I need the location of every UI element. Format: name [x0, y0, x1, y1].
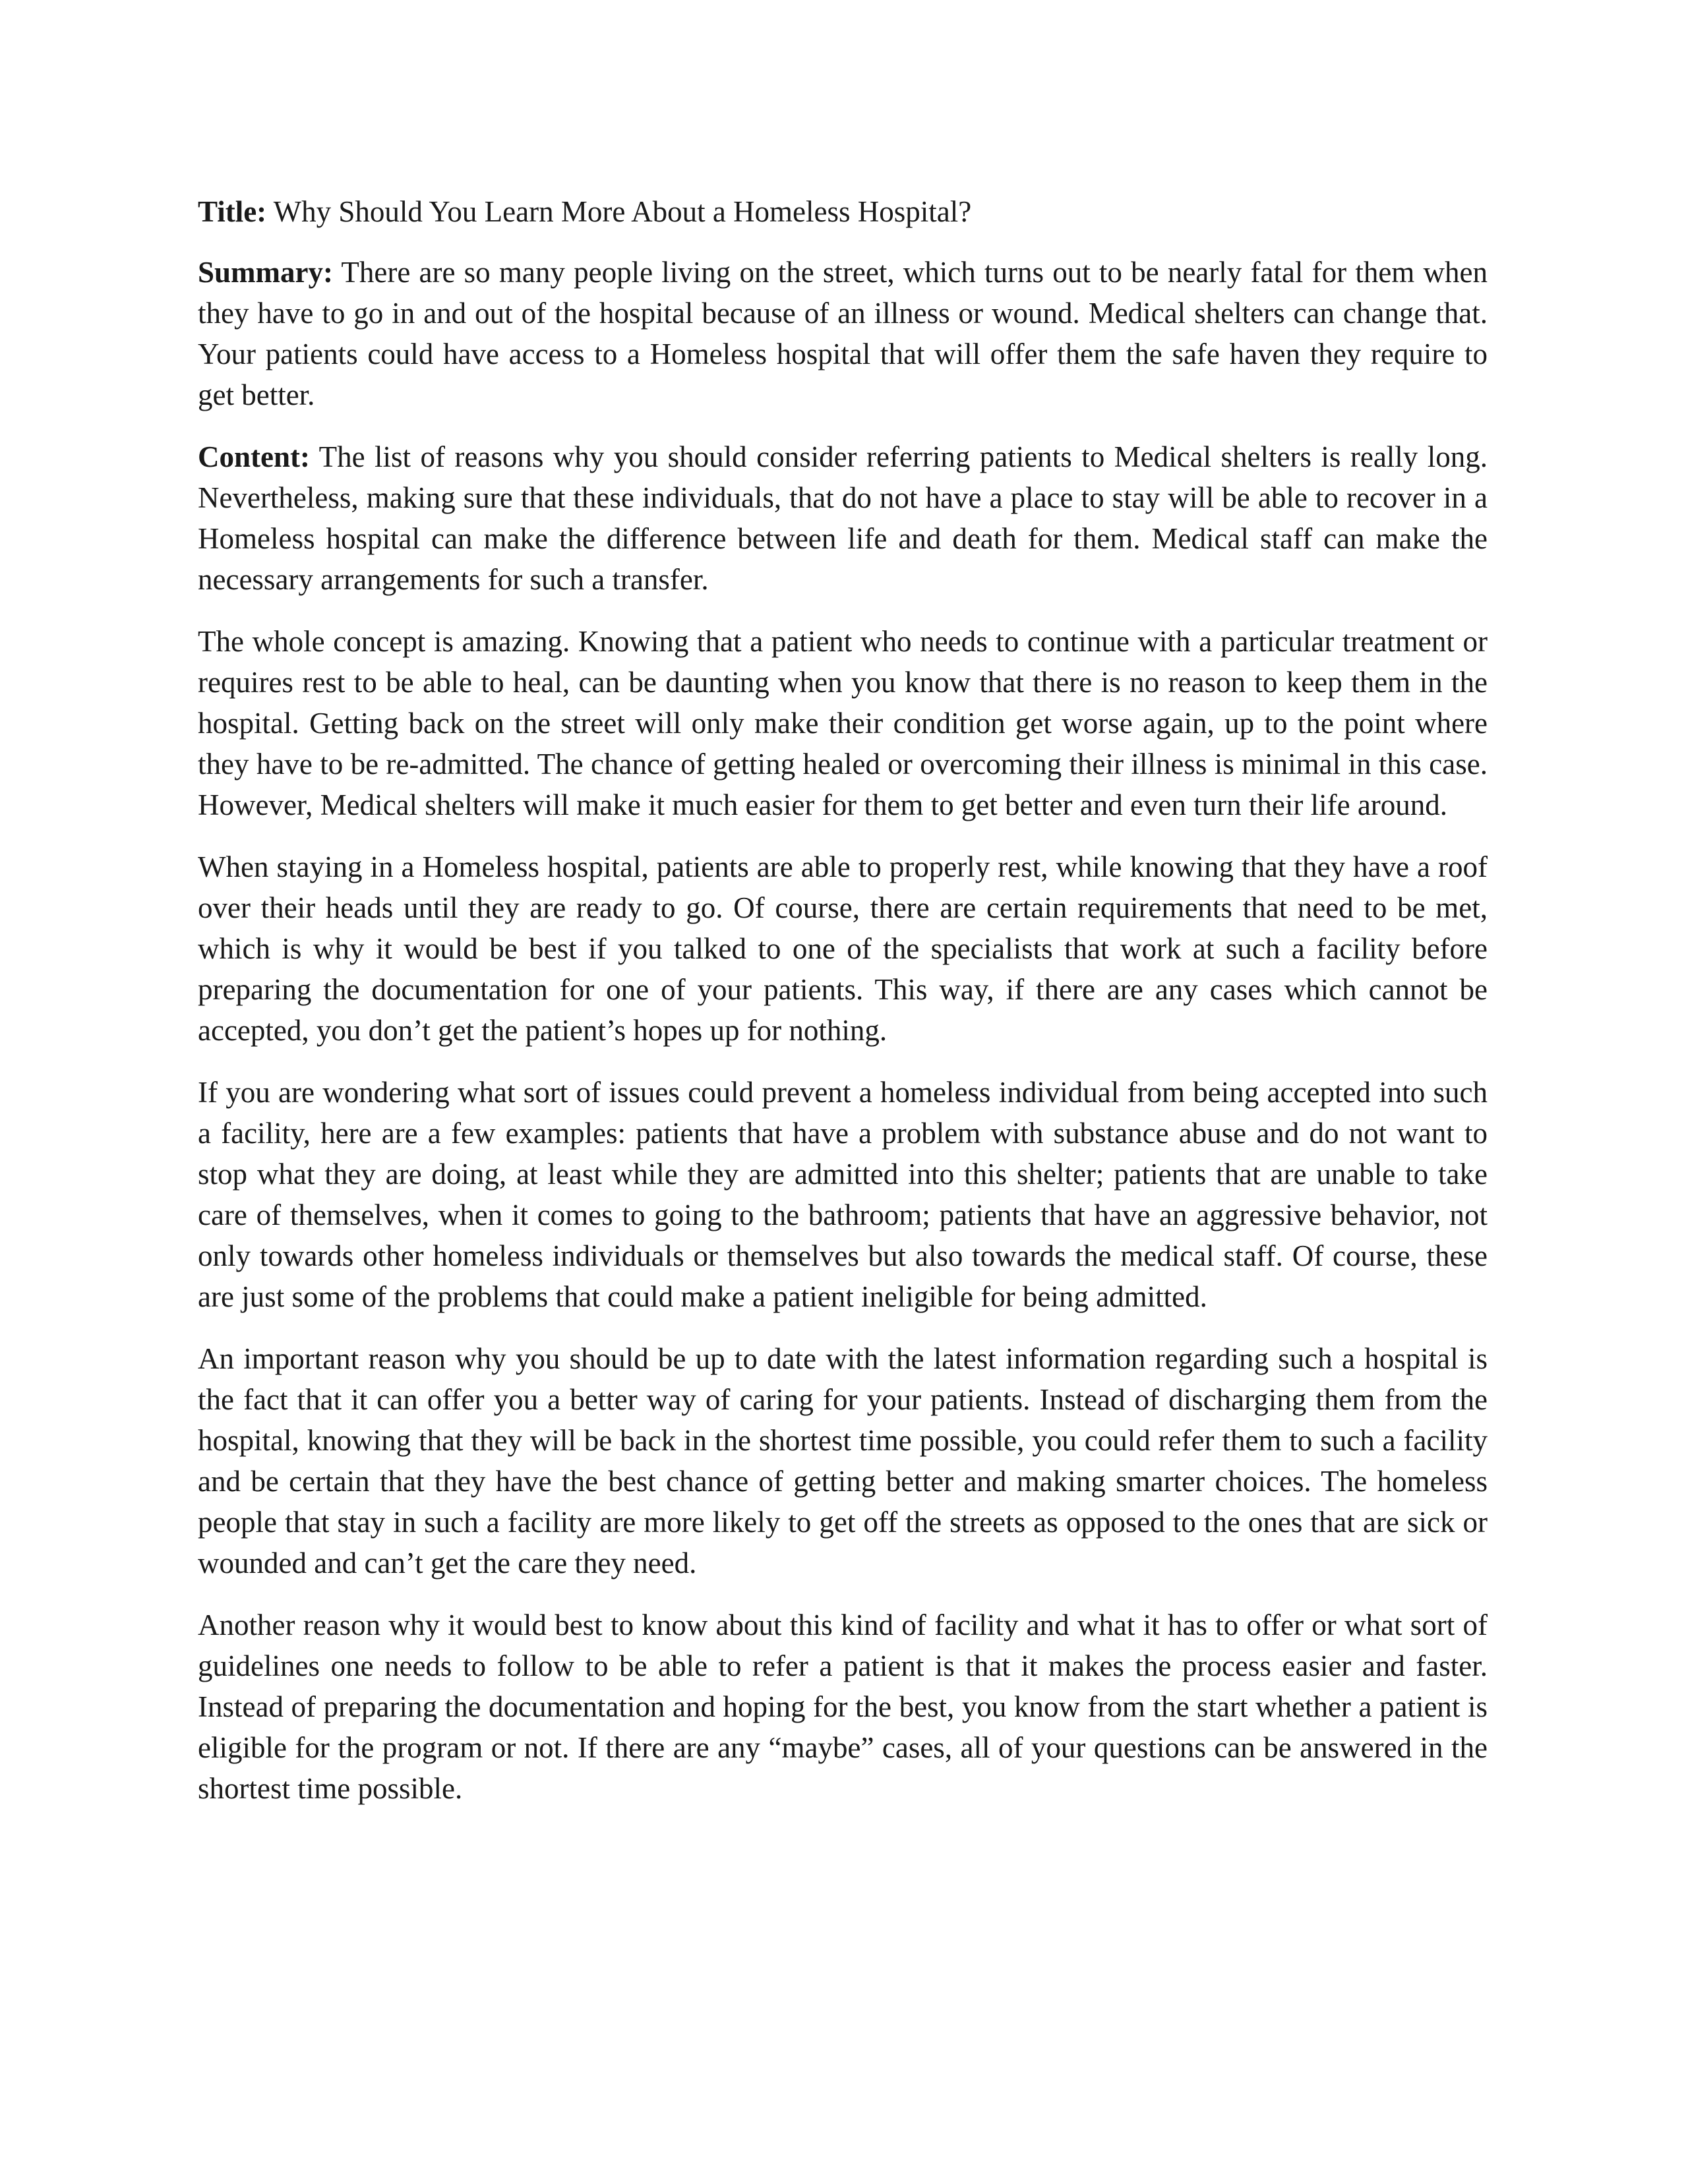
body-paragraph: Another reason why it would best to know about this kind of facility and what it has to offer or what sort of guidelines one needs to follow to be able to refer a patient is that it makes the process easier and faster. Instead of preparing the documentation and hoping for the best, you know from the start whether a patient is eligible for the program or not. If there are any “maybe” cases, all of your questions can be answered in the shortest time possible. [198, 1608, 1488, 1805]
title-text: Why Should You Learn More About a Homeless Hospital? [266, 195, 972, 228]
summary-text: There are so many people living on the street, which turns out to be nearly fatal for them when they have to go in and out of the hospital because of an illness or wound. Medical shelters can change that. Your patients could have access to a Homeless hospital that will offer them the safe haven they require to get better. [198, 256, 1488, 411]
summary-paragraph [198, 252, 1488, 415]
content-paragraph [198, 436, 1488, 600]
title-line [198, 191, 1488, 232]
body-paragraph: When staying in a Homeless hospital, patients are able to properly rest, while knowing that they have a roof over their heads until they are ready to go. Of course, there are certain requirements that need to be met, which is why it would be best if you talked to one of the specialists that work at such a facility before preparing the documentation for one of your patients. This way, if there are any cases which cannot be accepted, you don’t get the patient’s hopes up for nothing. [198, 850, 1488, 1047]
title-label: Title: [198, 195, 267, 228]
summary-label: Summary: [198, 256, 333, 289]
content-label: Content: [198, 440, 310, 473]
body-paragraph: An important reason why you should be up to date with the latest information regarding such a hospital is the fact that it can offer you a better way of caring for your patients. Instead of discharging them from the hospital, knowing that they will be back in the shortest time possible, you could refer them to such a facility and be certain that they have the best chance of getting better and making smarter choices. The homeless people that stay in such a facility are more likely to get off the streets as opposed to the ones that are sick or wounded and can’t get the care they need. [198, 1342, 1488, 1579]
body-paragraph: The whole concept is amazing. Knowing that a patient who needs to continue with a particular treatment or requires rest to be able to heal, can be daunting when you know that there is no reason to keep them in the hospital. Getting back on the street will only make their condition get worse again, up to the point where they have to be re-admitted. The chance of getting healed or overcoming their illness is minimal in this case. However, Medical shelters will make it much easier for them to get better and even turn their life around. [198, 625, 1488, 821]
document-page [198, 191, 1488, 1830]
body-paragraph: If you are wondering what sort of issues could prevent a homeless individual from being accepted into such a facility, here are a few examples: patients that have a problem with substance abuse and do not want to stop what they are doing, at least while they are admitted into this shelter; patients that are unable to take care of themselves, when it comes to going to the bathroom; patients that have an aggressive behavior, not only towards other homeless individuals or themselves but also towards the medical staff. Of course, these are just some of the problems that could make a patient ineligible for being admitted. [198, 1076, 1488, 1313]
content-text: The list of reasons why you should consider referring patients to Medical shelters is really long. Nevertheless, making sure that these individuals, that do not have a place to stay will be able to recover in a Homeless hospital can make the difference between life and death for them. Medical staff can make the necessary arrangements for such a transfer. [198, 440, 1488, 596]
